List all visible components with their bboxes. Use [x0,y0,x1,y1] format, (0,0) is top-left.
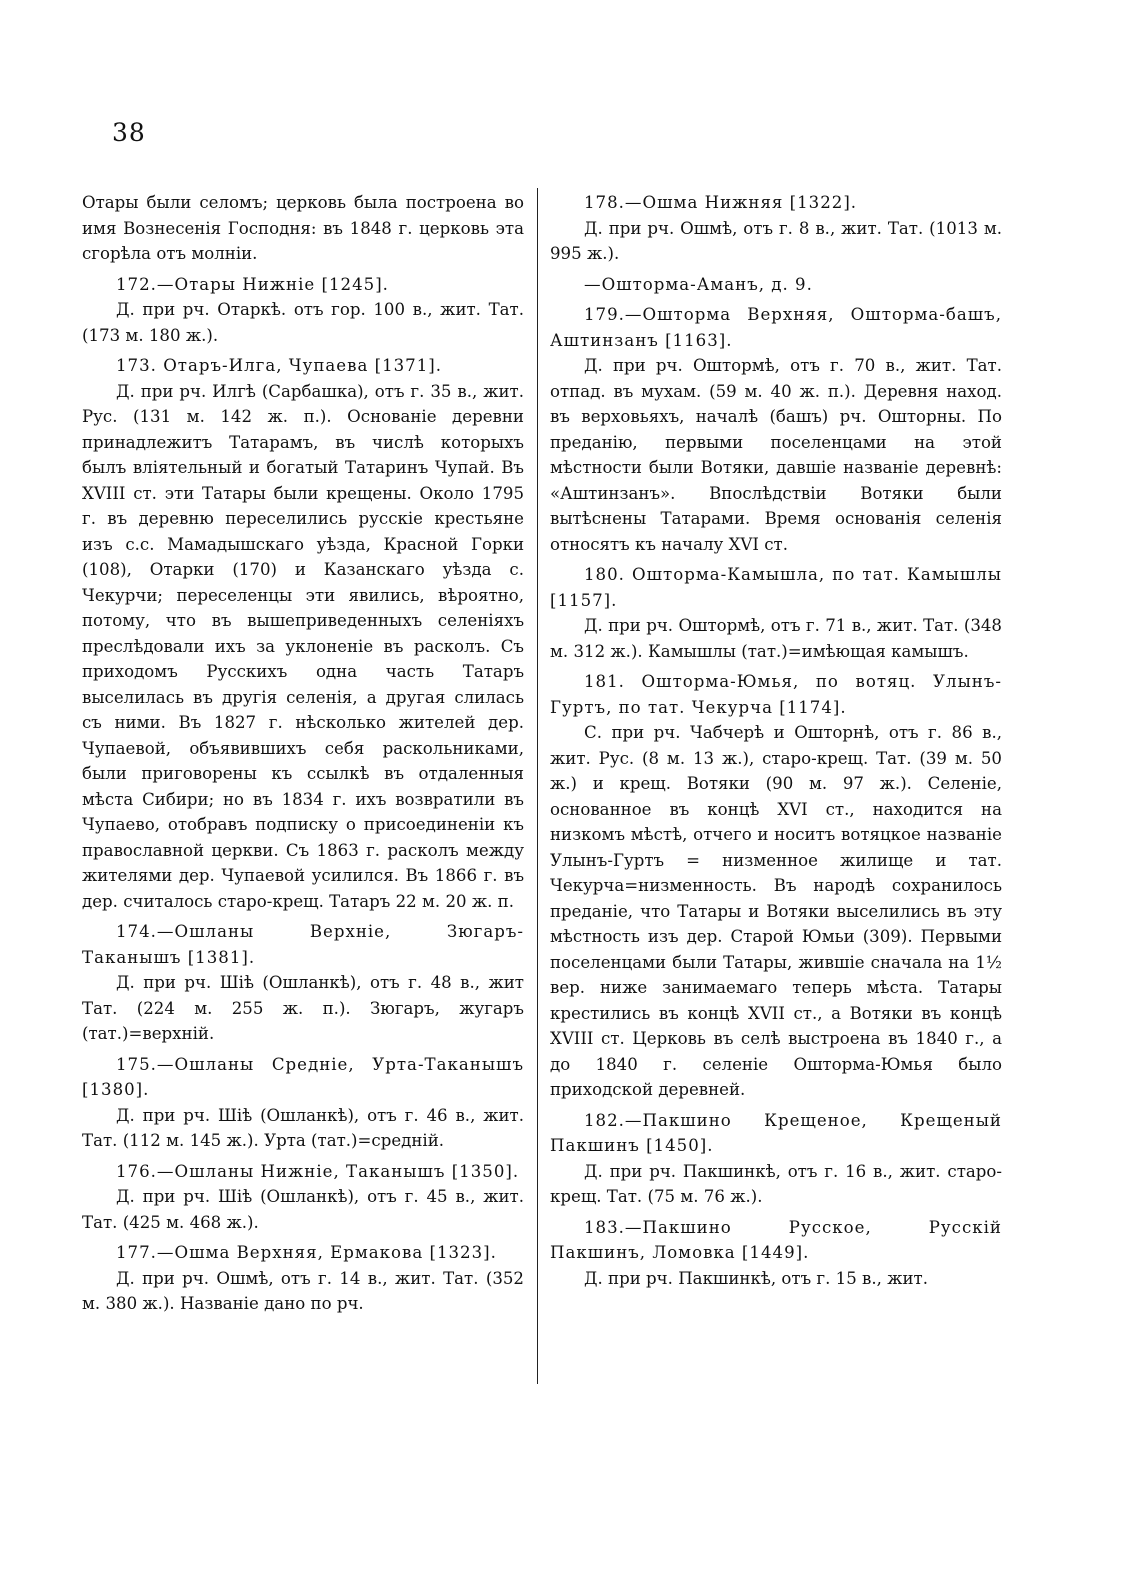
entry-heading: 180. Ошторма-Камышла, по тат. Камышлы [1157]. [550,565,1002,610]
entry-heading: 183.—Пакшино Русское, Русскій Пакшинъ, Ломовка [1449]. [550,1217,1002,1262]
entry-179 [550,302,1002,557]
entry-heading: 177.—Ошма Верхняя, Ермакова [1323]. [116,1243,497,1262]
entry-heading: 175.—Ошланы Среднiе, Урта-Таканышъ [1380]. [82,1054,524,1099]
column-divider [537,188,538,1384]
right-column [550,190,1002,1296]
entry-heading: 172.—Отары Нижніе [1245]. [116,274,389,294]
entry-177 [82,1240,524,1317]
entry-body: Д. при рч. Шіѣ (Ошланкѣ), отъ г. 45 в., жит. Тат. (425 м. 468 ж.). [82,1187,524,1232]
left-column [82,190,524,1322]
entry-heading: —Ошторма-Аманъ, д. 9. [584,274,813,294]
entry-body: С. при рч. Чабчерѣ и Ошторнѣ, отъ г. 86 в., жит. Рус. (8 м. 13 ж.), старо-крещ. Тат. (39 м. 50 ж.) и крещ. Вотяки (90 м. 97 ж.). Селеніе, основанное въ концѣ XVI ст., находится на низкомъ мѣстѣ, отчего и носитъ вотяцкое названіе Улынъ-Гуртъ = низменное жилище и тат. Чекурча=низменность. Въ народѣ сохранилось преданіе, что Татары и Вотяки выселились въ эту мѣстность изъ дер. Старой Юмьи (309). Первыми поселенцами были Татары, жившіе сначала на 1½ вер. ниже занимаемаго теперь мѣста. Татары крестились въ концѣ XVII ст., а Вотяки въ концѣ XVIII ст. Церковь въ селѣ выстроена въ 1840 г., а до 1840 г. селеніе Ошторма-Юмья было приходской деревней. [550,723,1002,1099]
entry-heading: 179.—Ошторма Верхняя, Ошторма-башъ, Аштинзанъ [1163]. [550,305,1002,350]
entry-body: Д. при рч. Ошмѣ, отъ г. 14 в., жит. Тат. (352 м. 380 ж.). Названіе дано по рч. [82,1268,524,1313]
entry-heading: 176.—Ошланы Нижніе, Таканышъ [1350]. [116,1161,520,1181]
entry-180 [550,562,1002,664]
entry-body: Д. при рч. Шіѣ (Ошланкѣ), отъ г. 46 в., жит. Тат. (112 м. 145 ж.). Урта (тат.)=средній. [82,1105,524,1150]
entry-heading: 173. Отаръ-Илга, Чупаева [1371]. [116,356,443,375]
page-number: 38 [112,118,146,147]
entry-heading: 174.—Ошланы Верхніе, Зюгаръ-Таканышъ [1381]. [82,922,524,967]
entry-body: Д. при рч. Пакшинкѣ, отъ г. 15 в., жит. [584,1268,928,1288]
entry-175 [82,1052,524,1154]
entry-body: Д. при рч. Илгѣ (Сарбашка), отъ г. 35 в., жит. Рус. (131 м. 142 ж. п.). Основаніе деревни принадлежитъ Татарамъ, въ числѣ которыхъ былъ вліятельный и богатый Татаринъ Чупай. Въ XVIII ст. эти Татары были крещены. Около 1795 г. въ деревню переселились русскіе крестьяне изъ с.с. Мамадышскаго уѣзда, Красной Горки (108), Отарки (170) и Казанскаго уѣзда с. Чекурчи; переселенцы эти явились, вѣроятно, потому, что въ вышеприведенныхъ селеніяхъ преслѣдовали ихъ за уклоненіе въ расколъ. Съ приходомъ Русскихъ одна часть Татаръ выселилась въ другія селенія, а другая слилась съ ними. Въ 1827 г. нѣсколько жителей дер. Чупаевой, объявившихъ себя раскольниками, были приговорены къ ссылкѣ въ отдаленныя мѣста Сибири; но въ 1834 г. ихъ возвратили въ Чупаево, отобравъ подписку о присоединеніи къ православной церкви. Съ 1863 г. расколъ между жителями дер. Чупаевой усилился. Въ 1866 г. въ дер. считалось старо-крещ. Татаръ 22 м. 20 ж. п. [82,381,524,911]
entry-174 [82,919,524,1047]
entry-178 [550,190,1002,267]
entry-heading: 182.—Пакшино Крещеное, Крещеный Пакшинъ [1450]. [550,1110,1002,1155]
entry-heading: 181. Ошторма-Юмья, по вотяц. Улынъ-Гуртъ, по тат. Чекурча [1174]. [550,672,1002,717]
entry-172 [82,272,524,349]
entry-181 [550,669,1002,1103]
entry-182 [550,1108,1002,1210]
entry-173 [82,353,524,914]
entry-body: Д. при рч. Оштормѣ, отъ г. 71 в., жит. Тат. (348 м. 312 ж.). Камышлы (тат.)=имѣющая камышъ. [550,616,1002,661]
entry-oshtorma-aman [550,272,1002,298]
entry-heading: 178.—Ошма Нижняя [1322]. [584,193,858,212]
entry-body: Д. при рч. Оштормѣ, отъ г. 70 в., жит. Тат. отпад. въ мухам. (59 м. 40 ж. п.). Деревня наход. въ верховьяхъ, началѣ (башъ) рч. Ошторны. По преданію, первыми поселенцами на этой мѣстности были Вотяки, давшіе названіе деревнѣ: «Аштинзанъ». Впослѣдствіи Вотяки были вытѣснены Татарами. Время основанія селенія относятъ къ началу XVI ст. [550,356,1002,554]
entry-body: Д. при рч. Пакшинкѣ, отъ г. 16 в., жит. старо-крещ. Тат. (75 м. 76 ж.). [550,1161,1002,1206]
entry-body: Д. при рч. Ошмѣ, отъ г. 8 в., жит. Тат. (1013 м. 995 ж.). [550,218,1002,263]
entry-183 [550,1215,1002,1292]
continuation-paragraph: Отары были селомъ; церковь была построена во имя Вознесенія Господня: въ 1848 г. церковь эта сгорѣла отъ молніи. [82,193,524,263]
entry-body: Д. при рч. Отаркѣ. отъ гор. 100 в., жит. Тат. (173 м. 180 ж.). [82,300,524,345]
entry-body: Д. при рч. Шіѣ (Ошланкѣ), отъ г. 48 в., жит Тат. (224 м. 255 ж. п.). Зюгаръ, жугаръ (тат.)=верхній. [82,973,524,1043]
entry-176 [82,1159,524,1236]
